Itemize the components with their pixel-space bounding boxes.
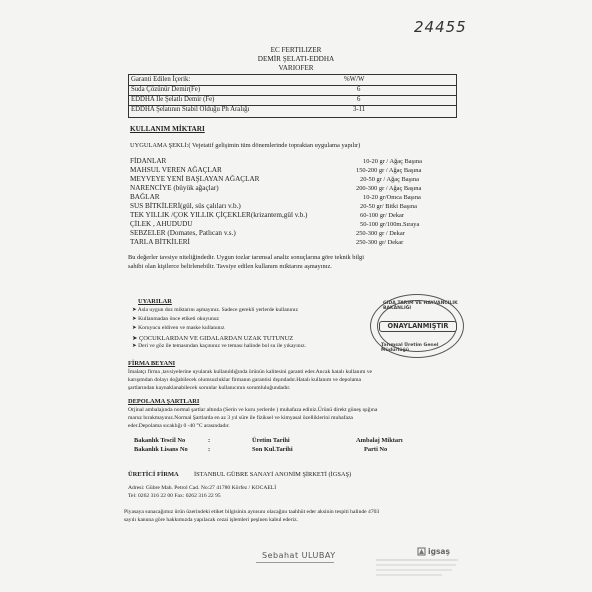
guarantee-row: [129, 105, 456, 115]
registration-value: :: [208, 446, 211, 453]
crop-name: ÇİLEK , AHUDUDU: [130, 220, 193, 228]
crop-name: NARENCİYE (büyük ağaçlar): [130, 184, 219, 192]
storage-heading: DEPOLAMA ŞARTLARI: [128, 398, 200, 405]
warning-item: ➤ Deri ve göz ile temasından kaçınınız ve teması halinde bol su ile yıkayınız.: [132, 343, 307, 349]
crop-dose: 10-20 gr / Ağaç Başına: [363, 158, 422, 165]
crop-name: SEBZELER (Domates, Patlıcan v.s.): [130, 229, 236, 237]
crop-name: MEYVEYE YENİ BAŞLAYAN AĞAÇLAR: [130, 175, 260, 183]
crop-dose: 60-100 gr/ Dekar: [360, 212, 405, 219]
storage-line: maruz bırakmayınız.Normal Şartlarda en az 3 yıl süre ile fiziksel ve kimyasal özelliklerini muhafaza: [128, 415, 353, 421]
stamp-band: ONAYLANMIŞTIR: [379, 321, 457, 332]
usage-heading: KULLANIM MİKTARI: [130, 125, 205, 133]
company-stamp: [372, 546, 462, 580]
registration-label: Bakanlık Lisans No: [134, 446, 188, 453]
stamp-ring-top: GIDA TARIM VE HAYVANCILIK BAKANLIĞI: [383, 301, 458, 311]
bullet-icon: ➤: [132, 325, 139, 331]
guarantee-table: [128, 74, 457, 118]
company-statement-line: şartlarından kaynaklanabilecek sorunlar kullanıcının sorumluluğundadır.: [128, 385, 291, 391]
package-amount-label: Ambalaj Miktarı: [356, 437, 403, 444]
producer-phone: Tel: 0262 316 22 00 Fax: 0262 316 22 95: [128, 493, 221, 499]
company-statement-line: karışımdan dolayı doğabilecek olumsuzluklar firmanın garantisi dışındadır.Hatalı kullanım ve depolama: [128, 377, 362, 383]
bullet-icon: ➤: [132, 307, 138, 313]
crop-name: TARLA BİTKİLERİ: [130, 238, 190, 246]
crop-dose: 200-300 gr / Ağaç Başına: [356, 185, 422, 192]
bullet-icon: ➤: [132, 316, 139, 322]
declaration-line: Piyasaya sunacağımız ürün üzerindeki etiket bilgisinin aynısını olacağını taahhüt eder aksinin tespiti halinde 4703: [124, 509, 380, 515]
warnings-heading: UYARILAR: [138, 298, 172, 305]
storage-line: eder.Depolama sıcaklığı 0 -40 °C arasındadır.: [128, 423, 230, 429]
crop-name: FİDANLAR: [130, 157, 167, 165]
guarantee-row-value: 6: [357, 96, 361, 103]
signature-line: [256, 562, 334, 563]
guarantee-header-label: Garanti Edilen İçerik:: [131, 76, 191, 83]
header-line-3: VARIOFER: [278, 64, 314, 72]
declaration-line: sayılı kanuna göre hakkımızda yapılacak cezai işlemleri peşinen kabul ederiz.: [124, 517, 298, 523]
handwritten-number: 24455: [414, 18, 467, 36]
warning-item: ➤ Kullanmadan önce etiketi okuyunuz: [132, 316, 220, 322]
guarantee-row-value: 6: [357, 86, 361, 93]
guarantee-row-label: EDDHA İle Şelatlı Demir (Fe): [131, 96, 215, 103]
header-line-2: DEMİR ŞELATI-EDDHA: [257, 55, 335, 63]
header-line-1: EC FERTILIZER: [270, 46, 322, 54]
warning-item: ➤ Koruyucu eldiven ve maske kullanınız: [132, 325, 225, 331]
crop-dose: 50-100 gr/100m.Sıraya: [360, 221, 420, 228]
crop-dose: 20-50 gr / Ağaç Başına: [360, 176, 419, 183]
crop-name: TEK YILLIK /ÇOK YILLIK ÇİÇEKLER(krizantem,gül v.b.): [130, 211, 308, 219]
crop-dose: 20-50 gr/ Bitki Başına: [360, 203, 417, 210]
crop-name: SUS BİTKİLERİ(gül, süs çalıları v.b.): [130, 202, 241, 210]
guarantee-row-label: EDDHA Şelatının Stabil Olduğu Ph Aralığı: [131, 106, 250, 113]
usage-note-line: Bu değerler tavsiye niteliğindedir. Uygun tozlar tarımsal analiz sonuçlarına göre teknik bilgi: [128, 254, 365, 261]
crop-name: MAHSUL VEREN AĞAÇLAR: [130, 166, 222, 174]
crop-dose: 250-300 gr / Dekar: [356, 230, 405, 237]
warning-item: ➤ ÇOCUKLARDAN VE GIDALARDAN UZAK TUTUNUZ: [132, 335, 294, 342]
company-statement-heading: FİRMA BEYANI: [128, 360, 176, 367]
crop-dose: 10-20 gr/Omca Başına: [363, 194, 421, 201]
guarantee-header-unit: %W/W: [344, 76, 365, 83]
usage-method: UYGULAMA ŞEKLİ:( Vejetatif gelişimin tüm dönemlerinde topraktan uygulama yapılır): [130, 142, 361, 149]
registration-value: :: [208, 437, 211, 444]
company-statement-line: İmalatçı firma ,tavsiyelerine uyularak kullanıldığında ürünün kalitesini garanti eder.Ancak hatalı kullanım ve: [128, 369, 373, 375]
batch-no-label: Parti No: [364, 446, 388, 453]
producer-name: İSTANBUL GÜBRE SANAYİ ANONİM ŞİRKETİ (İGSAŞ): [194, 471, 352, 478]
company-logo-text: igsaş: [428, 547, 450, 556]
usage-note-line: sahibi olan kişilerce belirlenebilir. Tavsiye edilen kullanım miktarını aşmayınız.: [128, 263, 332, 270]
approval-stamp: [370, 294, 464, 358]
producer-label: ÜRETİCİ FİRMA: [128, 471, 179, 478]
registration-label: Bakanlık Tescil No: [134, 437, 186, 444]
expiry-date-label: Son Kul.Tarihi: [252, 446, 293, 453]
producer-address: Adresi: Gübre Mah. Petrol Cad. No:27 41780 Körfez / KOCAELİ: [128, 485, 277, 491]
guarantee-row-value: 3-11: [353, 106, 366, 113]
crop-dose: 150-200 gr / Ağaç Başına: [356, 167, 422, 174]
guarantee-row-label: Suda Çözünür Demir(Fe): [131, 86, 201, 93]
bullet-icon: ➤: [132, 343, 139, 349]
crop-dose: 250-300 gr/ Dekar: [356, 239, 404, 246]
stamp-ring-bottom: Tarımsal Üretim Genel Müdürlüğü: [381, 343, 439, 353]
bullet-icon: ➤: [132, 335, 139, 342]
storage-line: Orjinal ambalajında normal şartlar altında (Serin ve kuru yerlerde ) muhafaza ediniz.Ürünü direkt güneş ışığına: [128, 407, 378, 413]
crop-name: BAĞLAR: [130, 193, 160, 201]
signature: Sebahat ULUBAY: [262, 551, 336, 560]
warning-item: ➤ Asla uygun doz miktarını aşmayınız. Sadece gerekli yerlerde kullanınız: [132, 307, 298, 313]
production-date-label: Üretim Tarihi: [252, 437, 290, 444]
